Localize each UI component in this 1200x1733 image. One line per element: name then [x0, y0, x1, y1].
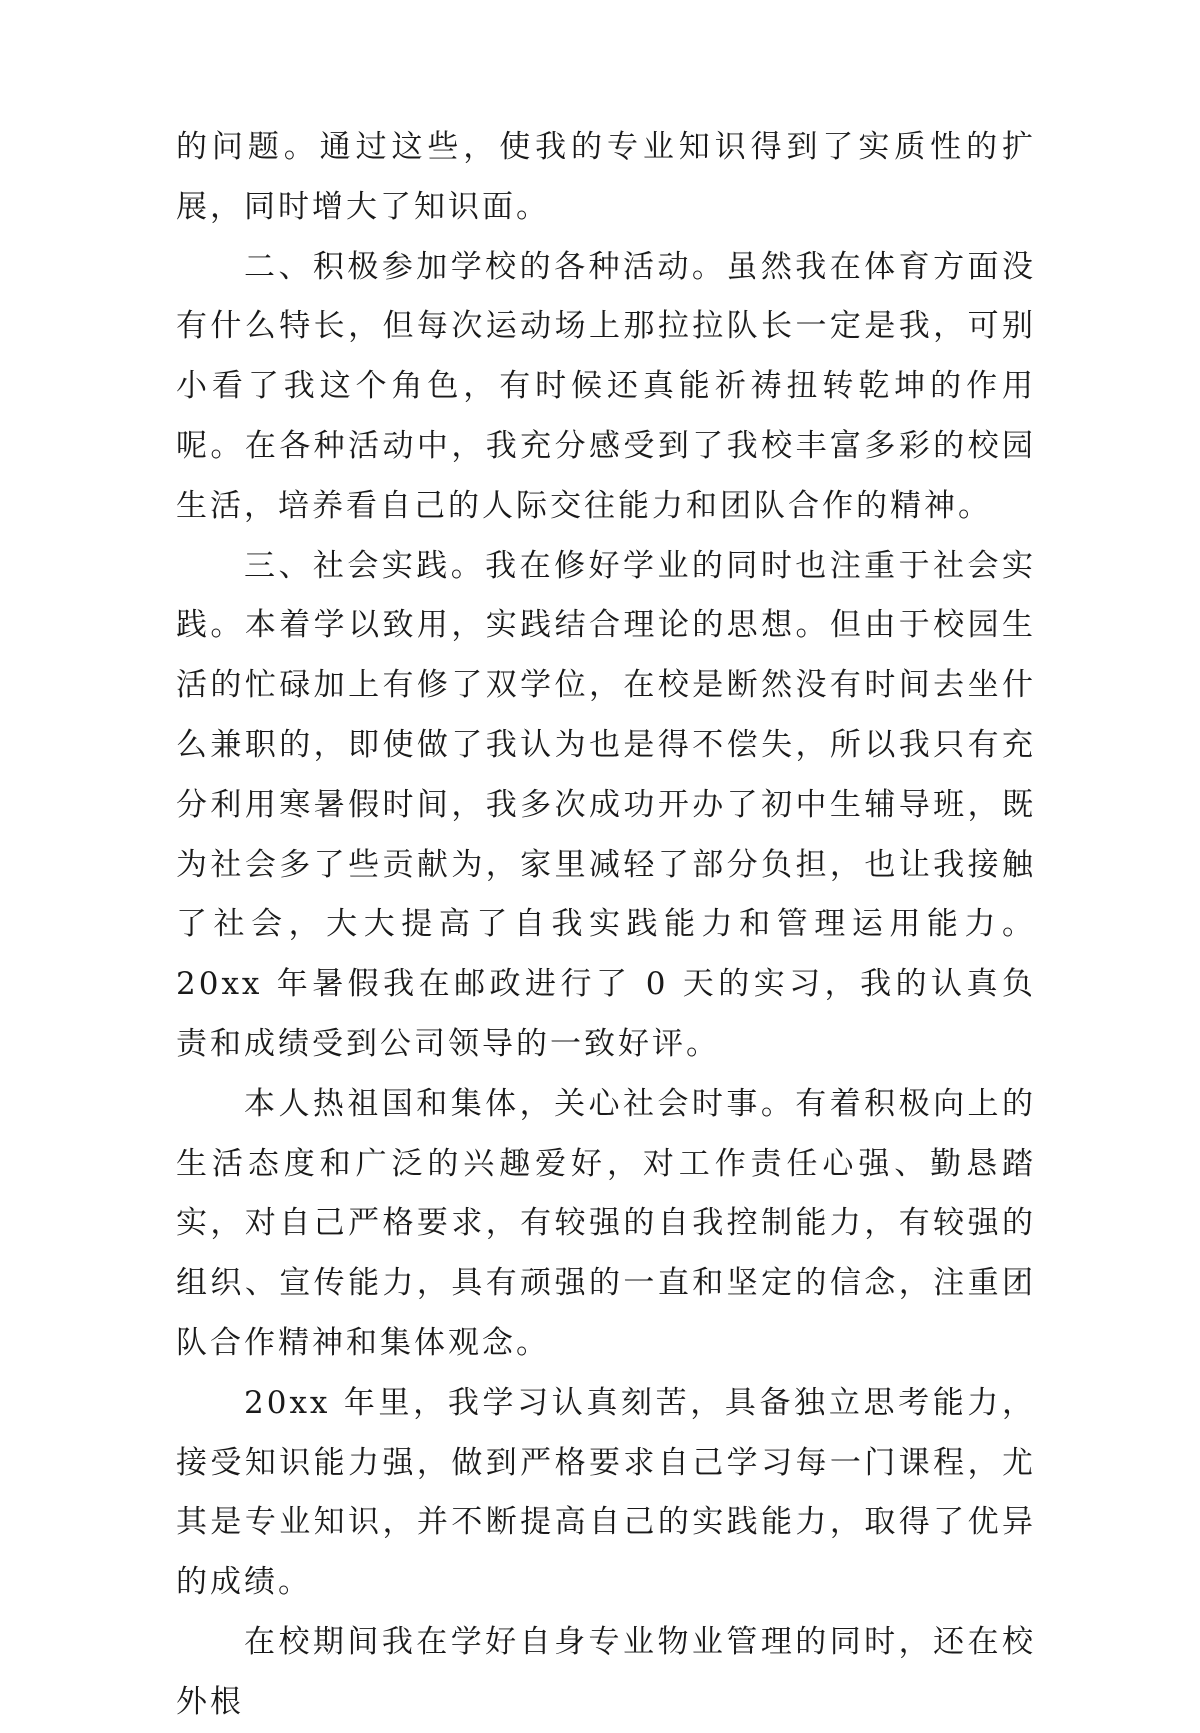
- paragraph-school-activities: 二、积极参加学校的各种活动。虽然我在体育方面没有什么特长，但每次运动场上那拉拉队长一定是我，可别小看了我这个角色，有时候还真能祈祷扭转乾坤的作用呢。在各种活动中，我充分感受到了我校丰富多彩的校园生活，培养看自己的人际交往能力和团队合作的精神。: [176, 248, 1036, 524]
- paragraph-school-period: 在校期间我在学好自身专业物业管理的同时，还在校外根: [176, 1623, 1036, 1720]
- paragraph-study-performance: 20xx 年里，我学习认真刻苦，具备独立思考能力，接受知识能力强，做到严格要求自己学习每一门课程，尤其是专业知识，并不断提高自己的实践能力，取得了优异的成绩。: [176, 1384, 1036, 1601]
- paragraph-continuation: 的问题。通过这些，使我的专业知识得到了实质性的扩展，同时增大了知识面。: [176, 129, 1036, 225]
- paragraph-personal-character: 本人热祖国和集体，关心社会时事。有着积极向上的生活态度和广泛的兴趣爱好，对工作责任心强、勤恳踏实，对自己严格要求，有较强的自我控制能力，有较强的组织、宣传能力，具有顽强的一直和坚定的信念，注重团队合作精神和集体观念。: [176, 1085, 1036, 1361]
- paragraph-social-practice: 三、社会实践。我在修好学业的同时也注重于社会实践。本着学以致用，实践结合理论的思想。但由于校园生活的忙碌加上有修了双学位，在校是断然没有时间去坐什么兼职的，即使做了我认为也是得不偿失，所以我只有充分利用寒暑假时间，我多次成功开办了初中生辅导班，既为社会多了些贡献为，家里减轻了部分负担，也让我接触了社会，大大提高了自我实践能力和管理运用能力。20xx 年暑假我在邮政进行了 0 天的实习，我的认真负责和成绩受到公司领导的一致好评。: [176, 547, 1036, 1062]
- document-body: [176, 118, 1036, 1733]
